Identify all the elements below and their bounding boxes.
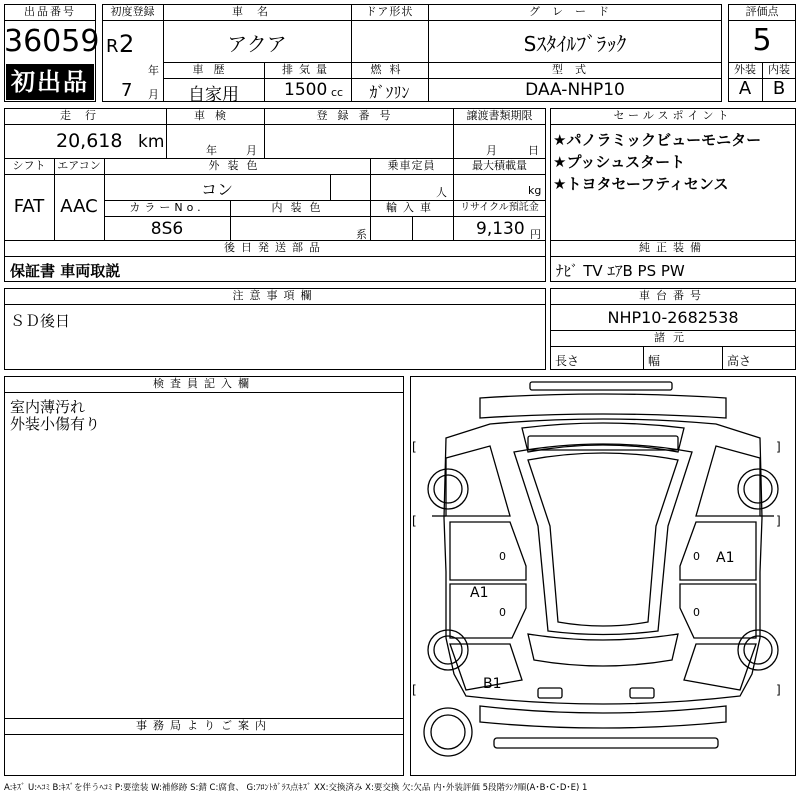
inspector-box <box>4 376 404 776</box>
right-rear-fender <box>684 644 756 690</box>
office-label: 事務局よりご案内 <box>136 719 272 732</box>
model-label: 型式 <box>552 63 598 76</box>
body-outline <box>444 419 762 704</box>
grade-value: Sｽﾀｲﾙﾌﾞﾗｯｸ <box>523 32 627 56</box>
car-name-label: 車名 <box>232 5 282 18</box>
first-reg-label: 初度登録 <box>110 5 155 18</box>
equipment-label: 純正装備 <box>639 241 707 254</box>
displacement-unit: cc <box>331 86 344 99</box>
year-value: 2 <box>119 30 135 58</box>
grade-label: グレード <box>529 5 621 18</box>
reg-no-label: 登録番号 <box>316 109 401 122</box>
shift-value: FAT <box>13 196 45 217</box>
chassis-value: NHP10-2682538 <box>607 308 739 327</box>
mileage-label: 走行 <box>60 109 110 122</box>
inspector-line: 室内薄汚れ <box>10 398 86 416</box>
left-front-fender <box>446 446 510 516</box>
sales-point-item: ★トヨタセーフティセンス <box>553 175 729 193</box>
rear-window-outline <box>528 634 678 666</box>
rear-bumper-part <box>494 738 718 748</box>
displacement-value: 1500 <box>284 80 328 100</box>
first-listing-text: 初出品 <box>11 68 89 96</box>
max-load-label: 最大積載量 <box>472 159 527 172</box>
rear-lamp-right <box>630 688 654 698</box>
zero-mark: 0 <box>499 550 506 563</box>
inspection-label: 車検 <box>194 109 236 122</box>
int-color-label: 内装色 <box>271 201 329 214</box>
wheel <box>744 636 772 664</box>
damage-mark: A1 <box>716 550 735 566</box>
month-unit: 月 <box>148 88 159 101</box>
lot-number: 36059 <box>4 24 100 59</box>
later-parts-label: 後日発送部品 <box>224 241 326 254</box>
history-label: 車歴 <box>192 63 235 76</box>
sales-points-label: セールスポイント <box>613 109 733 122</box>
recycle-value: 9,130 <box>476 219 525 239</box>
damage-mark: A1 <box>470 585 489 601</box>
sales-point-item: ★プッシュスタート <box>553 153 686 171</box>
int-color-unit: 系 <box>356 228 367 241</box>
bracket-mark: ] <box>776 440 781 454</box>
model-value: DAA-NHP10 <box>525 80 625 100</box>
year-unit: 年 <box>148 64 159 77</box>
door-label: ドア形状 <box>365 5 414 18</box>
fuel-value: ｶﾞｿﾘﾝ <box>369 83 410 102</box>
inspector-line: 外装小傷有り <box>10 415 101 433</box>
bracket-mark: ] <box>776 683 781 697</box>
transfer-day-unit: 日 <box>528 144 539 157</box>
rear-bumper-outline <box>480 706 726 728</box>
hood-outline <box>480 394 726 418</box>
month-value: 7 <box>121 80 133 101</box>
interior-grade: B <box>772 78 786 99</box>
score-label: 評価点 <box>745 5 779 18</box>
wheel <box>434 475 462 503</box>
mileage-unit: km <box>138 132 165 152</box>
height-label: 高さ <box>727 354 752 368</box>
shift-label: シフト <box>12 159 46 172</box>
ext-color-value: コン <box>200 180 233 199</box>
wheel <box>744 475 772 503</box>
length-label: 長さ <box>555 354 580 368</box>
chassis-label: 車台番号 <box>639 289 707 302</box>
wheel <box>434 636 462 664</box>
zero-mark: 0 <box>693 550 700 563</box>
left-front-door <box>450 522 526 580</box>
history-value: 自家用 <box>188 85 239 105</box>
bracket-mark: ] <box>776 514 781 528</box>
car-diagram <box>410 376 796 776</box>
car-name: アクア <box>227 32 287 56</box>
color-no-label: カラーNo. <box>129 201 205 214</box>
fuel-label: 燃料 <box>370 63 409 76</box>
era-value: R <box>106 36 119 57</box>
lot-label: 出品番号 <box>24 5 76 18</box>
ac-value: AAC <box>60 196 98 217</box>
bracket-mark: [ <box>412 514 417 528</box>
later-parts-value: 保証書 車両取説 <box>10 262 121 280</box>
spare-wheel <box>431 715 465 749</box>
mileage-value: 20,618 <box>56 130 123 152</box>
transfer-month-unit: 月 <box>486 144 497 157</box>
inspection-year-unit: 年 <box>206 144 217 157</box>
damage-mark: B1 <box>483 676 502 692</box>
capacity-unit: 人 <box>436 186 447 199</box>
right-rear-door <box>680 584 756 638</box>
displacement-label: 排気量 <box>282 63 333 76</box>
import-label: 輸入車 <box>386 201 437 214</box>
score-value: 5 <box>752 23 772 58</box>
zero-mark: 0 <box>499 606 506 619</box>
notes-label: 注意事項欄 <box>232 289 318 302</box>
ac-label: エアコン <box>57 159 101 172</box>
interior-label: 内装 <box>768 63 790 76</box>
roof-outline <box>514 444 692 635</box>
transfer-label: 譲渡書類期限 <box>466 109 533 122</box>
color-no-value: 8S6 <box>150 219 184 239</box>
exterior-grade: A <box>738 78 752 99</box>
exterior-label: 外装 <box>734 63 756 76</box>
bracket-mark: [ <box>412 683 417 697</box>
right-front-fender <box>696 446 760 516</box>
recycle-label: リサイクル預託金 <box>460 202 539 213</box>
sales-point-item: ★パノラミックビューモニター <box>553 131 762 149</box>
cabin-outline <box>528 453 678 626</box>
equipment-value: ﾅﾋﾞ TV ｴｱB PS PW <box>556 262 685 280</box>
inspector-label: 検査員記入欄 <box>153 377 255 390</box>
front-bumper-part <box>530 382 672 390</box>
notes-value: ＳＤ後日 <box>10 312 71 330</box>
width-label: 幅 <box>648 354 661 368</box>
bracket-mark: [ <box>412 440 417 454</box>
recycle-unit: 円 <box>530 228 541 241</box>
max-load-unit: kg <box>528 184 542 197</box>
ext-color-label: 外装色 <box>208 159 266 172</box>
legend-text: A:ｷｽﾞ U:ﾍｺﾐ B:ｷｽﾞを伴うﾍｺﾐ P:要塗装 W:補修跡 S:錆 C:腐食、 G:ﾌﾛﾝﾄｶﾞﾗｽ点ｷｽﾞ XX:交換済み X:要交換 欠:欠品 内･外装評価 5段階ﾗﾝｸ順(A･B･C･D･E) 1 <box>4 783 588 793</box>
rear-lamp-left <box>538 688 562 698</box>
dims-label: 諸元 <box>654 331 692 344</box>
zero-mark: 0 <box>693 606 700 619</box>
inspection-month-unit: 月 <box>246 144 257 157</box>
capacity-label: 乗車定員 <box>387 159 436 172</box>
